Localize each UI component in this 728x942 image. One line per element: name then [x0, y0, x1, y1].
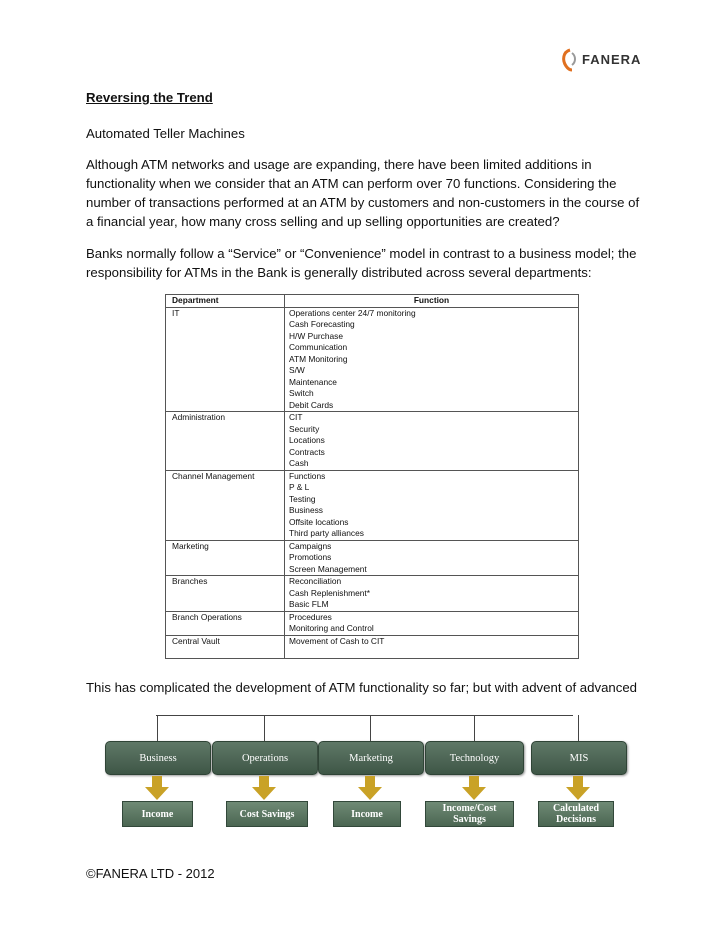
- department-cell: Branch Operations: [166, 611, 285, 635]
- function-item: Switch: [289, 388, 314, 398]
- diagram-stem-line: [157, 715, 158, 742]
- department-cell: Administration: [166, 412, 285, 471]
- diagram-connector-line: [156, 715, 573, 716]
- function-item: Security: [289, 423, 320, 434]
- function-item: H/W Purchase: [289, 330, 343, 341]
- header-function: Function: [285, 295, 579, 308]
- table-row: [166, 470, 579, 540]
- department-cell: Channel Management: [166, 470, 285, 540]
- function-cell: [285, 540, 579, 576]
- paragraph-intro: Although ATM networks and usage are expanding, there have been limited additions in functionality when we consider that an ATM can perform over 70 functions. Considering the number of transactions performed at an ATM by customers and non-customers in the course of a financial year, how many cross selling and up selling opportunities are created?: [86, 157, 640, 229]
- department-cell: Marketing: [166, 540, 285, 576]
- function-item: Movement of Cash to CIT: [289, 635, 385, 646]
- down-arrow-icon: [145, 776, 169, 800]
- diagram-department-box: MIS: [531, 741, 627, 775]
- function-item: Campaigns: [289, 540, 332, 551]
- diagram-stem-line: [264, 715, 265, 742]
- function-item: Maintenance: [289, 376, 337, 387]
- diagram-outcome-box: Cost Savings: [226, 801, 308, 827]
- function-item: CIT: [289, 412, 303, 422]
- diagram-outcome-box: Income/Cost Savings: [425, 801, 514, 827]
- diagram-stem-line: [474, 715, 475, 742]
- function-item: Cash: [289, 458, 309, 468]
- page-heading: Reversing the Trend: [86, 90, 213, 105]
- footer-copyright: ©FANERA LTD - 2012: [86, 866, 215, 881]
- department-function-table: [165, 294, 579, 659]
- table-row: [166, 540, 579, 576]
- department-cell: Branches: [166, 576, 285, 612]
- function-item: Business: [289, 505, 323, 515]
- paragraph-departments: Banks normally follow a “Service” or “Convenience” model in contrast to a business model; the responsibility for ATMs in the Bank is generally distributed across several departments:: [86, 246, 637, 280]
- function-item: S/W: [289, 365, 305, 375]
- function-item: Testing: [289, 493, 316, 504]
- diagram-outcome-box: Income: [333, 801, 401, 827]
- function-item: P & L: [289, 482, 310, 492]
- function-item: Screen Management: [289, 563, 367, 574]
- table-row: [166, 412, 579, 471]
- down-arrow-icon: [462, 776, 486, 800]
- function-item: Cash Forecasting: [289, 319, 355, 329]
- down-arrow-icon: [252, 776, 276, 800]
- down-arrow-icon: [358, 776, 382, 800]
- header-department: Department: [166, 295, 285, 308]
- table-header-row: [166, 295, 579, 308]
- paragraph-conclusion: This has complicated the development of ATM functionality so far; but with advent of advanced: [86, 680, 638, 695]
- function-item: Procedures: [289, 611, 332, 622]
- department-cell: IT: [166, 307, 285, 412]
- function-item: Cash Replenishment*: [289, 587, 371, 598]
- function-item: Operations center 24/7 monitoring: [289, 307, 416, 318]
- function-item: Communication: [289, 342, 348, 352]
- function-item: Locations: [289, 435, 325, 445]
- logo-text: FANERA: [582, 52, 642, 67]
- diagram-stem-line: [370, 715, 371, 742]
- function-cell: [285, 635, 579, 658]
- function-item: Promotions: [289, 552, 332, 562]
- function-item: Basic FLM: [289, 599, 329, 609]
- diagram-department-box: Marketing: [318, 741, 424, 775]
- fanera-logo-icon: [560, 48, 580, 72]
- function-item: Third party alliances: [289, 528, 364, 538]
- function-item: Contracts: [289, 446, 325, 457]
- table-row: [166, 635, 579, 658]
- function-item: Reconciliation: [289, 576, 342, 586]
- fanera-logo: [560, 48, 640, 72]
- diagram-department-box: Operations: [212, 741, 318, 775]
- diagram-outcome-box: Income: [122, 801, 193, 827]
- department-outcome-diagram: [105, 715, 625, 830]
- down-arrow-icon: [566, 776, 590, 800]
- section-subheading: Automated Teller Machines: [86, 126, 245, 141]
- function-cell: [285, 611, 579, 635]
- function-item: Offsite locations: [289, 516, 349, 527]
- function-cell: [285, 470, 579, 540]
- function-cell: [285, 412, 579, 471]
- diagram-stem-line: [578, 715, 579, 742]
- table-row: [166, 611, 579, 635]
- function-cell: [285, 576, 579, 612]
- function-item: ATM Monitoring: [289, 353, 348, 364]
- table-row: [166, 307, 579, 412]
- department-cell: Central Vault: [166, 635, 285, 658]
- diagram-department-box: Business: [105, 741, 211, 775]
- table-row: [166, 576, 579, 612]
- function-item: Debit Cards: [289, 399, 334, 410]
- function-cell: [285, 307, 579, 412]
- diagram-outcome-box: Calculated Decisions: [538, 801, 614, 827]
- function-item: Functions: [289, 470, 326, 481]
- function-item: Monitoring and Control: [289, 623, 374, 633]
- diagram-department-box: Technology: [425, 741, 524, 775]
